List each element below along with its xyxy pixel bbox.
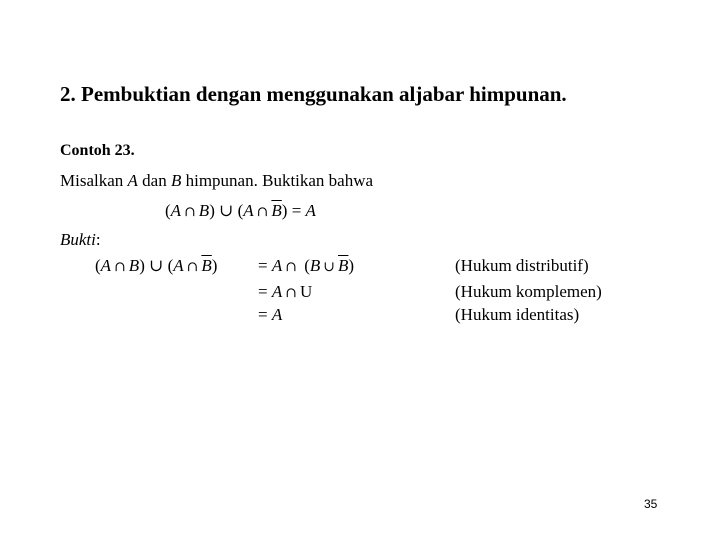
proof-step-1 xyxy=(258,256,354,276)
stmt-var-a3: A xyxy=(305,201,316,220)
intro-prefix: Misalkan xyxy=(60,171,128,190)
step1-var-b-complement: $\overline{B}$ xyxy=(338,256,349,275)
step2-equals: = xyxy=(258,282,272,301)
proof-lhs xyxy=(95,256,217,276)
lhs-var-b-complement: $\overline{B}$ xyxy=(201,256,212,275)
stmt-intersection-icon: ∩ xyxy=(184,204,196,220)
intro-middle: dan xyxy=(137,171,171,190)
lhs-union-part: ) ∪ ( xyxy=(139,256,174,275)
lhs-intersection-icon-2: ∩ xyxy=(186,259,199,275)
step1-var-b: B xyxy=(309,256,321,275)
law-identity: (Hukum identitas) xyxy=(455,305,580,324)
intro-var-a: A xyxy=(127,171,138,190)
lhs-var-a: A xyxy=(100,256,112,275)
example-intro xyxy=(60,171,373,191)
step2-var-a: A xyxy=(271,282,283,301)
step2-universal-set: U xyxy=(299,282,313,301)
lhs-var-b: B xyxy=(128,256,140,275)
proof-step-3 xyxy=(258,305,282,325)
page-number: 35 xyxy=(644,497,658,511)
step2-intersection-icon: ∩ xyxy=(285,285,297,301)
statement-formula xyxy=(165,201,316,221)
law-complement: (Hukum komplemen) xyxy=(455,282,602,301)
proof-label-text: Bukti xyxy=(60,230,96,249)
step1-paren-open: ( xyxy=(299,256,310,275)
proof-step-2 xyxy=(258,282,312,302)
example-title: Contoh 23. xyxy=(60,142,135,159)
proof-label xyxy=(60,230,101,250)
step1-var-a: A xyxy=(271,256,283,275)
law-distributive: (Hukum distributif) xyxy=(455,256,589,275)
lhs-paren-close: ) xyxy=(211,256,218,275)
stmt-var-a2: A xyxy=(243,201,254,220)
step1-equals: = xyxy=(258,256,272,275)
step1-intersection-icon: ∩ xyxy=(285,259,297,275)
intro-var-b: B xyxy=(170,171,182,190)
lhs-var-a2: A xyxy=(173,256,184,275)
section-heading: 2. Pembuktian dengan menggunakan aljabar himpunan. xyxy=(60,82,567,106)
proof-label-colon: : xyxy=(95,230,101,249)
stmt-var-b: B xyxy=(198,201,210,220)
stmt-union-part: ) ∪ ( xyxy=(209,201,244,220)
stmt-intersection-icon-2: ∩ xyxy=(256,204,269,220)
lhs-paren-open: ( xyxy=(95,256,101,275)
stmt-var-b-complement: $\overline{B}$ xyxy=(271,201,282,220)
lhs-intersection-icon: ∩ xyxy=(114,259,126,275)
intro-suffix: himpunan. Buktikan bahwa xyxy=(181,171,374,190)
step3-equals: = xyxy=(258,305,272,324)
stmt-paren-open: ( xyxy=(165,201,171,220)
step1-union-icon: ∪ xyxy=(323,259,336,275)
stmt-equals: ) = xyxy=(281,201,306,220)
step1-paren-close: ) xyxy=(348,256,355,275)
stmt-var-a: A xyxy=(170,201,182,220)
step3-var-a: A xyxy=(271,305,283,324)
